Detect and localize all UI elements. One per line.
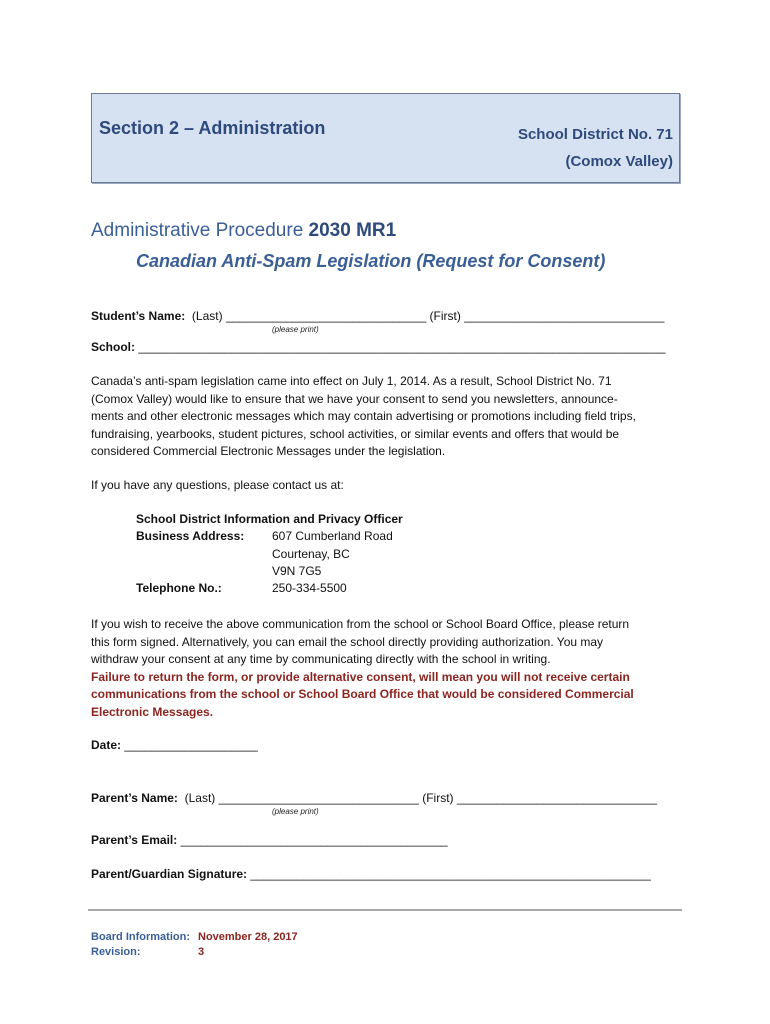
signature-field[interactable]: ____________________________________________________________: [250, 867, 651, 881]
parent-first-label: (First): [422, 791, 454, 805]
student-first-field[interactable]: ______________________________: [464, 309, 665, 323]
return-form-paragraph: [91, 616, 681, 721]
parent-name-label: Parent’s Name:: [91, 791, 178, 805]
parent-name-line: [91, 790, 657, 808]
parent-email-line: [91, 832, 448, 850]
district-name: [518, 121, 673, 175]
document-title: Canadian Anti-Spam Legislation (Request for Consent): [136, 251, 606, 271]
warning-line: communications from the school or School Board Office that would be considered Commercial: [91, 687, 634, 701]
address-label: Business Address:: [136, 529, 245, 543]
signature-label: Parent/Guardian Signature:: [91, 867, 248, 881]
parent-last-label: (Last): [184, 791, 216, 805]
district-line-2: (Comox Valley): [565, 153, 673, 170]
questions-paragraph: If you have any questions, please contact us at:: [91, 478, 344, 492]
date-line: [91, 737, 258, 755]
address-block: [272, 528, 393, 581]
contact-heading: School District Information and Privacy Officer: [136, 512, 403, 526]
district-line-1: School District No. 71: [517, 126, 673, 143]
phone-number: 250-334-5500: [272, 581, 347, 595]
school-label: School:: [91, 340, 135, 354]
paragraph-line: this form signed. Alternatively, you can email the school directly providing authorization. You may: [91, 634, 604, 649]
revision-label: Revision:: [91, 946, 141, 958]
footer-divider: [88, 909, 682, 911]
student-first-label: (First): [429, 309, 461, 323]
procedure-number: 2030 MR1: [308, 220, 397, 241]
student-last-label: (Last): [191, 309, 223, 323]
parent-first-field[interactable]: ______________________________: [456, 791, 658, 805]
student-name-line: [91, 308, 664, 326]
address-line: Courtenay, BC: [272, 546, 350, 561]
student-last-field[interactable]: ______________________________: [225, 309, 427, 323]
paragraph-line: Canada’s anti-spam legislation came into effect on July 1, 2014. As a result, School District No. 71: [91, 374, 612, 388]
student-name-label: Student’s Name:: [91, 309, 186, 323]
section-header: [91, 93, 680, 183]
date-label: Date:: [91, 738, 122, 752]
phone-label: Telephone No.:: [136, 581, 222, 595]
parent-email-field[interactable]: ________________________________________: [180, 833, 448, 847]
paragraph-line: considered Commercial Electronic Messages under the legislation.: [91, 444, 446, 458]
parent-email-label: Parent’s Email:: [91, 833, 178, 847]
parent-print-hint: (please print): [272, 807, 319, 816]
address-line: V9N 7G5: [272, 564, 322, 578]
consent-intro-paragraph: [91, 373, 681, 461]
student-print-hint: (please print): [272, 325, 319, 334]
paragraph-line: ments and other electronic messages which may contain advertising or promotions including field trips,: [91, 409, 636, 423]
board-info-label: Board Information:: [91, 931, 190, 943]
warning-line: Electronic Messages.: [91, 704, 214, 719]
parent-last-field[interactable]: ______________________________: [218, 791, 419, 805]
paragraph-line: fundraising, yearbooks, student pictures, school activities, or similar events and offers that would be: [91, 426, 620, 441]
procedure-heading: [91, 220, 396, 242]
address-line: 607 Cumberland Road: [272, 529, 393, 543]
procedure-prefix: Administrative Procedure: [91, 220, 304, 241]
paragraph-line: withdraw your consent at any time by communicating directly with the school in writing.: [91, 652, 551, 666]
signature-line: [91, 866, 651, 884]
paragraph-line: (Comox Valley) would like to ensure that we have your consent to send you newsletters, announce-: [91, 391, 618, 406]
revision-number: 3: [198, 946, 205, 958]
section-title: Section 2 – Administration: [99, 118, 326, 138]
warning-line: Failure to return the form, or provide alternative consent, will mean you will not receive certain: [91, 669, 630, 684]
school-line: [91, 339, 666, 357]
board-info-date: November 28, 2017: [198, 931, 298, 943]
paragraph-line: If you wish to receive the above communication from the school or School Board Office, please return: [91, 617, 630, 631]
school-field[interactable]: _______________________________________________________________________________: [138, 340, 666, 354]
date-field[interactable]: ____________________: [124, 738, 258, 752]
